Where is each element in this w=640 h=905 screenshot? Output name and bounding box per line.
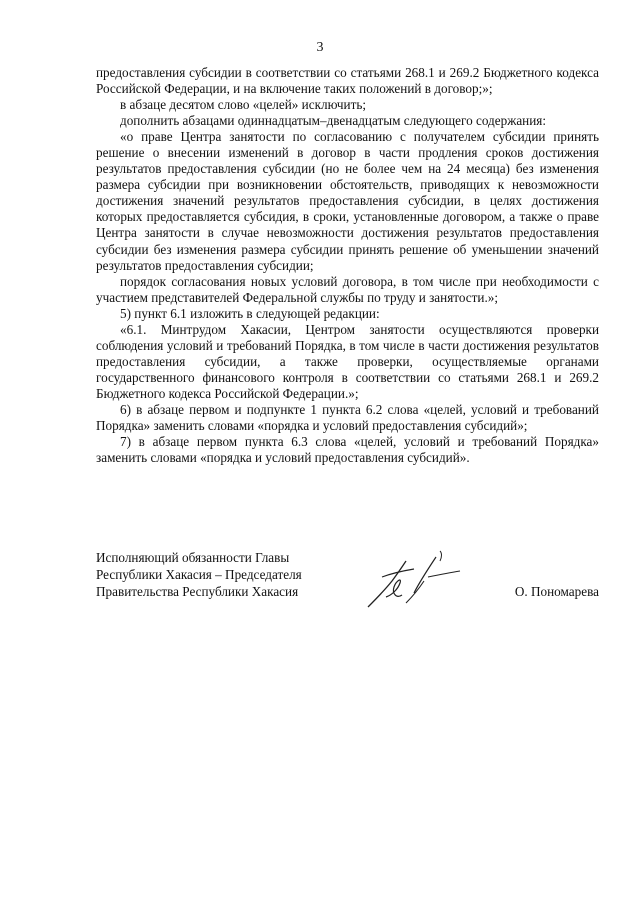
- signature-block: [96, 549, 599, 629]
- paragraph: «о праве Центра занятости по согласованию с получателем субсидии принять решение о внесении изменений в договор в части продления сроков достижения результатов предоставления субсидии (но не более чем на 24 месяца) без изменения размера субсидии при возникновении обстоятельств, приводящих к невозможности достижения значений результатов предоставления субсидии, в целях достижения которых предоставляется субсидия, в сроки, установленные договором, а также о праве Центра занятости в случае невозможности достижения результатов предоставления субсидии без изменения размера субсидии принять решение об уменьшении значений результатов предоставления субсидии;: [96, 129, 599, 273]
- paragraph: 6) в абзаце первом и подпункте 1 пункта 6.2 слова «целей, условий и требований Порядка» заменить словами «порядка и условий предоставления субсидий»;: [96, 401, 599, 434]
- document-body: [96, 65, 599, 466]
- paragraph: порядок согласования новых условий договора, в том числе при необходимости с участием представителей Федеральной службы по труду и занятости.»;: [96, 273, 599, 305]
- handwritten-signature: [362, 547, 472, 617]
- paragraph: «6.1. Минтрудом Хакасии, Центром занятости осуществляются проверки соблюдения условий и требований Порядка, в том числе в части достижения результатов предоставления субсидии, а также проверки, осуществляемые органами государственного финансового контроля в соответствии со статьями 268.1 и 269.2 Бюджетного кодекса Российской Федерации.»;: [96, 321, 599, 401]
- signer-title: [96, 549, 302, 600]
- paragraph: дополнить абзацами одиннадцатым–двенадцатым следующего содержания:: [120, 113, 547, 129]
- signer-name: О. Пономарева: [514, 584, 599, 599]
- signer-title-line: Республики Хакасия – Председателя: [96, 567, 302, 582]
- paragraph: 7) в абзаце первом пункта 6.3 слова «целей, условий и требований Порядка» заменить словами «порядка и условий предоставления субсидий».: [96, 434, 599, 466]
- paragraph: 5) пункт 6.1 изложить в следующей редакции:: [120, 305, 380, 321]
- paragraph: в абзаце десятом слово «целей» исключить;: [120, 97, 367, 113]
- signer-title-line: Правительства Республики Хакасия: [96, 584, 299, 599]
- paragraph: предоставления субсидии в соответствии со статьями 268.1 и 269.2 Бюджетного кодекса Российской Федерации, и на включение таких положений в договор;»;: [96, 65, 599, 97]
- signer-title-line: Исполняющий обязанности Главы: [96, 550, 290, 565]
- page-number: 3: [316, 40, 324, 55]
